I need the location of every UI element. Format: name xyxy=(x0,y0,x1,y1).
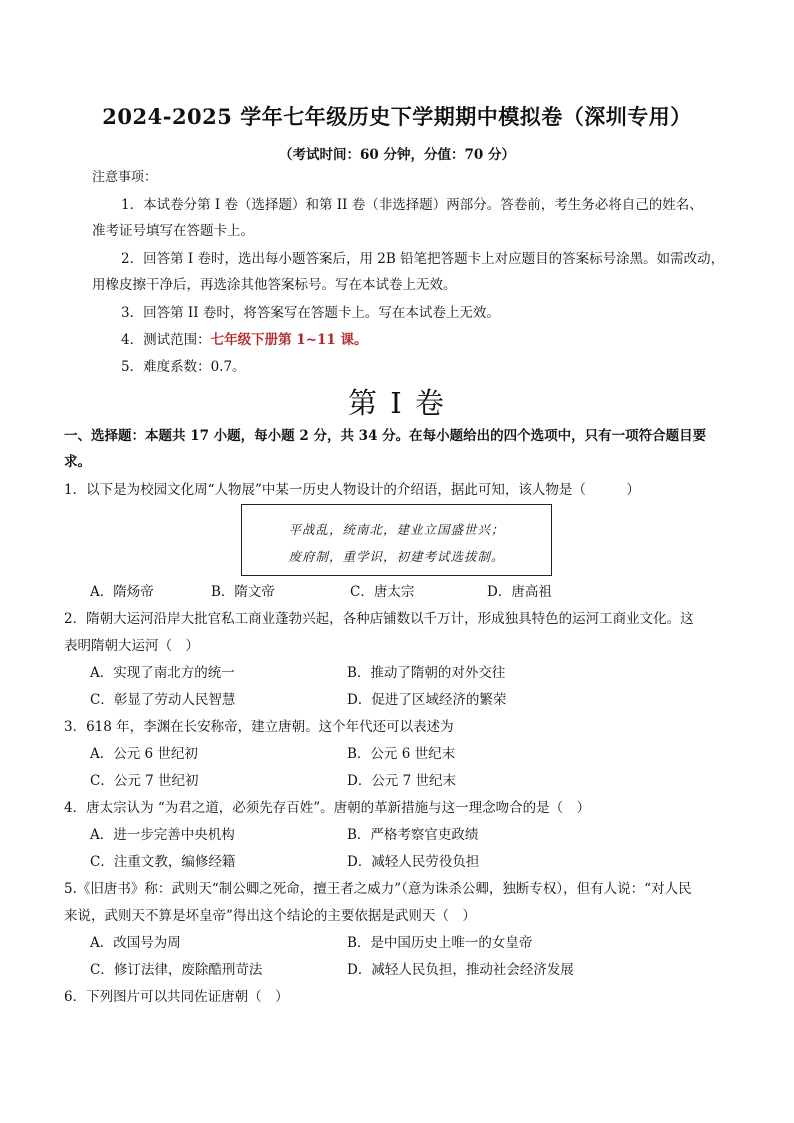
section-intro: 一、选择题：本题共 17 小题，每小题 2 分，共 34 分。在每小题给出的四个选项中，只有一项符合题目要 xyxy=(64,428,707,444)
q4-option-b: B．严格考察官吏政绩 xyxy=(347,827,479,843)
question-2-stem: 2．隋朝大运河沿岸大批官私工商业蓬勃兴起，各种店铺数以千万计，形成独具特色的运河工商业文化。这 xyxy=(64,611,694,627)
q5-option-c: C．修订法律，废除酷刑苛法 xyxy=(90,962,263,978)
question-5-stem: 5.《旧唐书》称：武则天“制公卿之死命，擅王者之威力”（意为诛杀公卿，独断专权），但有人说：“对人民 xyxy=(64,881,692,897)
question-4-stem: 4．唐太宗认为 “为君之道，必须先存百姓”。唐朝的革新措施与这一理念吻合的是（ ） xyxy=(64,800,591,816)
q3-option-a: A．公元 6 世纪初 xyxy=(90,746,198,762)
q2-option-d: D．促进了区域经济的繁荣 xyxy=(347,692,507,708)
note-item-2: 2．回答第 I 卷时，选出每小题答案后，用 2B 铅笔把答题卡上对应题目的答案标号涂黑。如需改动， xyxy=(121,251,725,267)
q2-option-c: C．彰显了劳动人民智慧 xyxy=(90,692,236,708)
scope-value: 七年级下册第 1~11 课。 xyxy=(210,332,368,348)
note-item-3: 3．回答第 II 卷时，将答案写在答题卡上。写在本试卷上无效。 xyxy=(121,305,500,321)
q5-option-d: D．减轻人民负担，推动社会经济发展 xyxy=(347,962,574,978)
q3-option-c: C．公元 7 世纪初 xyxy=(90,773,199,789)
quote-line-1: 平战乱，统南北，建业立国盛世兴； xyxy=(288,522,505,537)
section-title: 第 I 卷 xyxy=(348,386,446,420)
quote-box xyxy=(241,504,552,576)
q2-option-a: A．实现了南北方的统一 xyxy=(90,665,235,681)
page-title: 2024-2025 学年七年级历史下学期期中模拟卷（深圳专用） xyxy=(102,104,692,129)
q4-option-c: C．注重文教，编修经籍 xyxy=(90,854,236,870)
section-intro-cont: 求。 xyxy=(64,454,91,470)
q1-option-c: C．唐太宗 xyxy=(350,584,415,600)
note-item-2-cont: 用橡皮擦干净后，再选涂其他答案标号。写在本试卷上无效。 xyxy=(92,277,457,293)
q5-option-b: B．是中国历史上唯一的女皇帝 xyxy=(347,935,533,951)
question-6-stem: 6．下列图片可以共同佐证唐朝（ ） xyxy=(64,989,289,1005)
notes-heading: 注意事项： xyxy=(92,170,158,185)
question-3-stem: 3．618 年，李渊在长安称帝，建立唐朝。这个年代还可以表述为 xyxy=(64,719,454,735)
q5-option-a: A．改国号为周 xyxy=(90,935,181,951)
q4-option-d: D．减轻人民劳役负担 xyxy=(347,854,480,870)
q3-option-d: D．公元 7 世纪末 xyxy=(347,773,456,789)
q1-option-a: A．隋炀帝 xyxy=(90,584,154,600)
scope-label: 4．测试范围： xyxy=(121,332,211,348)
q2-option-b: B．推动了隋朝的对外交往 xyxy=(347,665,506,681)
note-item-5: 5．难度系数：0.7。 xyxy=(121,359,246,375)
note-item-1-cont: 准考证号填写在答题卡上。 xyxy=(92,223,254,239)
note-item-1: 1．本试卷分第 I 卷（选择题）和第 II 卷（非选择题）两部分。答卷前，考生务必将自己的姓名、 xyxy=(121,197,703,213)
quote-line-2: 废府制，重学识，初建考试选拔制。 xyxy=(288,549,505,564)
exam-info: （考试时间：60 分钟，分值：70 分） xyxy=(279,147,515,163)
question-5-stem-cont: 来说，武则天不算是坏皇帝”得出这个结论的主要依据是武则天（ ） xyxy=(64,908,476,924)
q4-option-a: A．进一步完善中央机构 xyxy=(90,827,235,843)
note-item-4 xyxy=(121,330,368,350)
q3-option-b: B．公元 6 世纪末 xyxy=(347,746,456,762)
question-2-stem-cont: 表明隋朝大运河（ ） xyxy=(64,638,199,654)
question-1-stem: 1．以下是为校园文化周“人物展”中某一历史人物设计的介绍语，据此可知，该人物是（ ） xyxy=(64,482,640,498)
q1-option-b: B．隋文帝 xyxy=(211,584,275,600)
q1-option-d: D．唐高祖 xyxy=(487,584,552,600)
